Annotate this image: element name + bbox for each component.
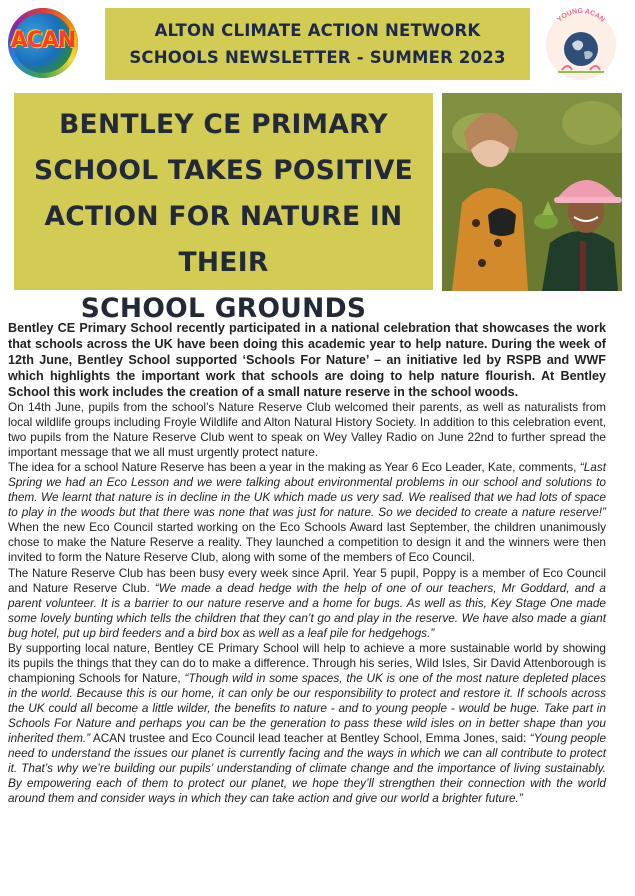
newsletter-header bbox=[105, 8, 530, 80]
children-with-plant-photo bbox=[442, 93, 622, 291]
article-paragraph-3 bbox=[8, 566, 606, 641]
header-line-1: ALTON CLIMATE ACTION NETWORK bbox=[154, 21, 481, 40]
p2-quote: “Last Spring we had an Eco Lesson and we were talking about environmental problems in our school and solutions to them. We learnt that nature is in decline in the UK which made us very sad. We realised that we had lots of space to play in the woods but that there was none that was just for nature. So we decided to create a nature reserve!” bbox=[8, 460, 606, 520]
p3-quote: “We made a dead hedge with the help of one of our teachers, Mr Goddard, and a parent volunteer. It is a barrier to our nature reserve and a home for bugs. As well as this, Key Stage One made some lovely bunting which tells the children that they can’t go and play in the reserve. We have also made a giant bug hotel, put up bird feeders and a bird box as well as a leaf pile for hedgehogs.” bbox=[8, 580, 606, 640]
acan-logo-text: ACAN bbox=[10, 28, 76, 53]
article-paragraph-2 bbox=[8, 460, 606, 565]
title-line-1: BENTLEY CE PRIMARY bbox=[59, 109, 388, 140]
p4-intro: By supporting local nature, Bentley CE Primary School will help to achieve a more sustainable world by showing its pupils the things that they can do to make a difference. Through his series, Wild Isles, Sir David Attenborough is championing Schools for Nature, bbox=[8, 640, 606, 685]
title-line-2: SCHOOL TAKES POSITIVE bbox=[33, 155, 414, 186]
young-acan-logo-text: YOUNG ACAN bbox=[556, 8, 606, 24]
article-body bbox=[8, 320, 606, 806]
article-paragraph-4 bbox=[8, 641, 606, 807]
p2-outro: When the new Eco Council started working on the Eco Schools Award last September, the children unanimously chose to make the Nature Reserve a reality. They launched a competition to design it and the winners were then invited to form the Nature Reserve Club, along with some of the members of Eco Council. bbox=[8, 520, 606, 565]
title-line-3: ACTION FOR NATURE IN THEIR bbox=[44, 201, 403, 278]
young-acan-logo bbox=[540, 8, 622, 82]
p2-intro: The idea for a school Nature Reserve has been a year in the making as Year 6 Eco Leader, Kate, comments, bbox=[8, 460, 580, 475]
article-title bbox=[14, 93, 433, 324]
p3-intro: The Nature Reserve Club has been busy every week since April. Year 5 pupil, Poppy is a member of Eco Council and Nature Reserve Club. bbox=[8, 565, 606, 595]
article-lead: Bentley CE Primary School recently participated in a national celebration that showcases the work that schools across the UK have been doing this academic year to help nature. During the week of 12th June, Bentley School supported ‘Schools For Nature’ – an initiative led by RSPB and WWF which highlights the important work that schools are doing to help nature flourish. At Bentley School this work includes the creation of a small nature reserve in the school woods. bbox=[8, 321, 606, 399]
p4-quote: “Though wild in some spaces, the UK is one of the most nature depleted places in the world. Because this is our home, it can only be our responsibility to protect and restore it. If schools across the UK could all become a little wilder, the benefits to nature - and to young people - would be huge. Take part in Schools For Nature and perhaps you can be the generation to pass these wild isles on in better shape than you inherited them.” bbox=[8, 670, 606, 746]
p4-mid: ACAN trustee and Eco Council lead teacher at Bentley School, Emma Jones, said: bbox=[90, 731, 530, 746]
header-line-2: SCHOOLS NEWSLETTER - SUMMER 2023 bbox=[129, 48, 506, 67]
title-line-4: SCHOOL GROUNDS bbox=[80, 293, 367, 324]
article-paragraph-1: On 14th June, pupils from the school’s Nature Reserve Club welcomed their parents, as well as naturalists from local wildlife groups including Froyle Wildlife and Alton Natural History Society. In addition to this celebration event, two pupils from the Nature Reserve Club went to speak on Wey Valley Radio on June 22nd to further spread the important message that we all must urgently protect nature. bbox=[8, 400, 606, 460]
acan-logo bbox=[8, 8, 78, 78]
p4-quote-2: “Young people need to understand the issues our planet is currently facing and the ways in which we can all contribute to protect it. That’s why we’re building our pupils’ understanding of climate change and the importance of living sustainably. By empowering each of them to protect our planet, we hope they’ll strengthen their connection with the world around them and consider ways in which they can take action and give our world a brighter future.” bbox=[8, 731, 607, 806]
